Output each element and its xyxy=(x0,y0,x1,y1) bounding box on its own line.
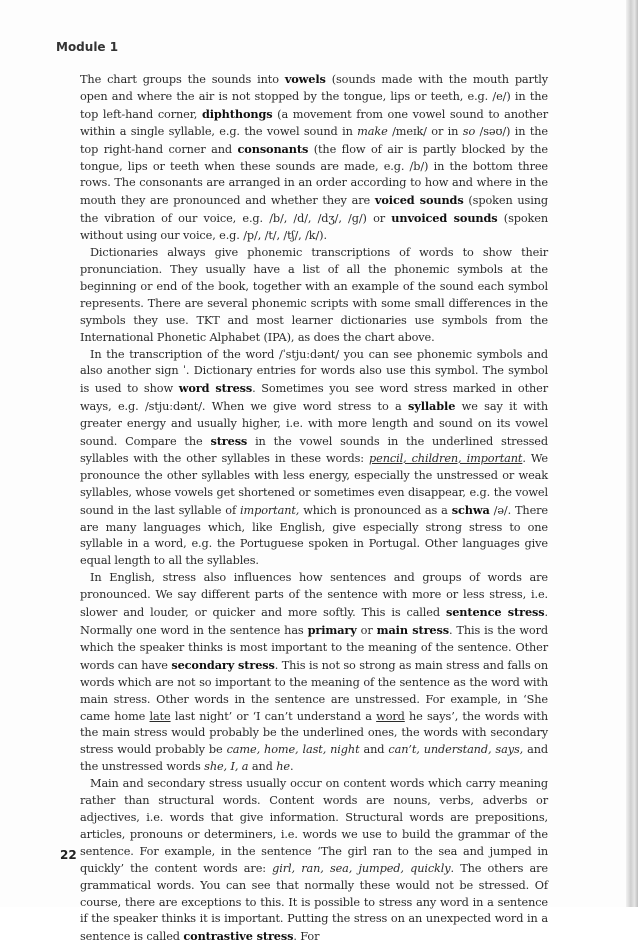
paragraph-4: In English, stress also influences how sentences and groups of words are pronounced. We say different parts of the sentence with more or less stress, i.e. slower and louder, or quicker and more softly. This is called sentence stress. Normally one word in the sentence has primary or main stress. This is the word which the speaker thinks is most important to the meaning of the sentence. Other words can have secondary stress. This is not so strong as main stress and falls on words which are not so important to the meaning of the sentence as the word with main stress. Other words in the sentence are unstressed. For example, in ‘She came home late last night’ or ‘I can’t understand a word he says’, the words with the main stress would probably be the underlined ones, the words with secondary stress would probably be came, home, last, night and can’t, understand, says, and the unstressed words she, I, a and he. xyxy=(80,571,549,774)
key-term: voiced sounds xyxy=(374,193,464,208)
paragraph-5: Main and secondary stress usually occur on content words which carry meaning rather than structural words. Content words are nouns, verbs, adverbs or adjectives, i.e. words that give information. Structural words are prepositions, articles, pronouns or determiners, i.e. words we use to build the grammar of the sentence. For example, in the sentence ‘The girl ran to the sea and jumped in quickly’ the content words are: girl, ran, sea, jumped, quickly. The others are grammatical words. You can see that normally these would not be stressed. Of course, there are exceptions to this. It is possible to stress any word in a sentence if the speaker thinks it is important. Putting the stress on an unexpected word in a sentence is called contrastive stress. For xyxy=(80,777,549,944)
key-term: consonants xyxy=(237,141,309,156)
page-number: 22 xyxy=(60,848,77,862)
key-term: primary xyxy=(307,623,357,637)
key-term: contrastive stress xyxy=(183,929,294,944)
key-term: sentence stress xyxy=(445,605,545,620)
running-header: Module 1 xyxy=(56,40,119,54)
page-edge-shadow xyxy=(626,0,638,907)
key-term: stress xyxy=(210,434,248,449)
key-term: main stress xyxy=(376,623,449,637)
paragraph-1: The chart groups the sounds into vowels (sounds made with the mouth partly open and where the air is not stopped by the tongue, lips or teeth, e.g. /e/) in the top left-hand corner, diphthongs (a movement from one vowel sound to another within a single syllable, e.g. the vowel sound in make /meɪk/ or in so /səʊ/) in the top right-hand corner and consonants (the flow of air is partly blocked by the tongue, lips or teeth when these sounds are made, e.g. /b/) in the bottom three rows. The consonants are arranged in an order according to how and where in the mouth they are pronounced and whether they are voiced sounds (spoken using the vibration of our voice, e.g. /b/, /d/, /dʒ/, /g/) or unvoiced sounds (spoken without using our voice, e.g. /p/, /t/, /tʃ/, /k/). xyxy=(80,72,548,243)
body-text xyxy=(80,71,548,946)
key-term: vowels xyxy=(284,72,326,86)
key-term: syllable xyxy=(408,399,456,414)
key-term: unvoiced sounds xyxy=(391,211,498,226)
key-term: schwa xyxy=(451,502,490,517)
key-term: word stress xyxy=(178,381,253,396)
paragraph-3: In the transcription of the word /ˈstjuːdənt/ you can see phonemic symbols and also another sign ˈ. Dictionary entries for words also use this symbol. The symbol is used to show word stress. Sometimes you see word stress marked in other ways, e.g. /stjuːdənt/. When we give word stress to a syllable we say it with greater energy and usually higher, i.e. with more length and sound on its vowel sound. Compare the stress in the vowel sounds in the underlined stressed syllables with the other syllables in these words: pencil, children, important. We pronounce the other syllables with less energy, especially the unstressed or weak syllables, whose vowels get shortened or sometimes even disappear, e.g. the vowel sound in the last syllable of important, which is pronounced as a schwa /ə/. There are many languages which, like English, give especially strong stress to one syllable in a word, e.g. the Portuguese spoken in Portugal. Other languages give equal length to all the syllables. xyxy=(80,347,549,568)
paragraph-2: Dictionaries always give phonemic transcriptions of words to show their pronunciation. They usually have a list of all the phonemic symbols at the beginning or end of the book, together with an example of the sound each symbol represents. There are several phonemic scripts with some small differences in the symbols they use. TKT and most learner dictionaries use symbols from the International Phonetic Alphabet (IPA), as does the chart above. xyxy=(80,246,548,344)
key-term: secondary stress xyxy=(171,657,275,672)
key-term: diphthongs xyxy=(201,106,273,121)
